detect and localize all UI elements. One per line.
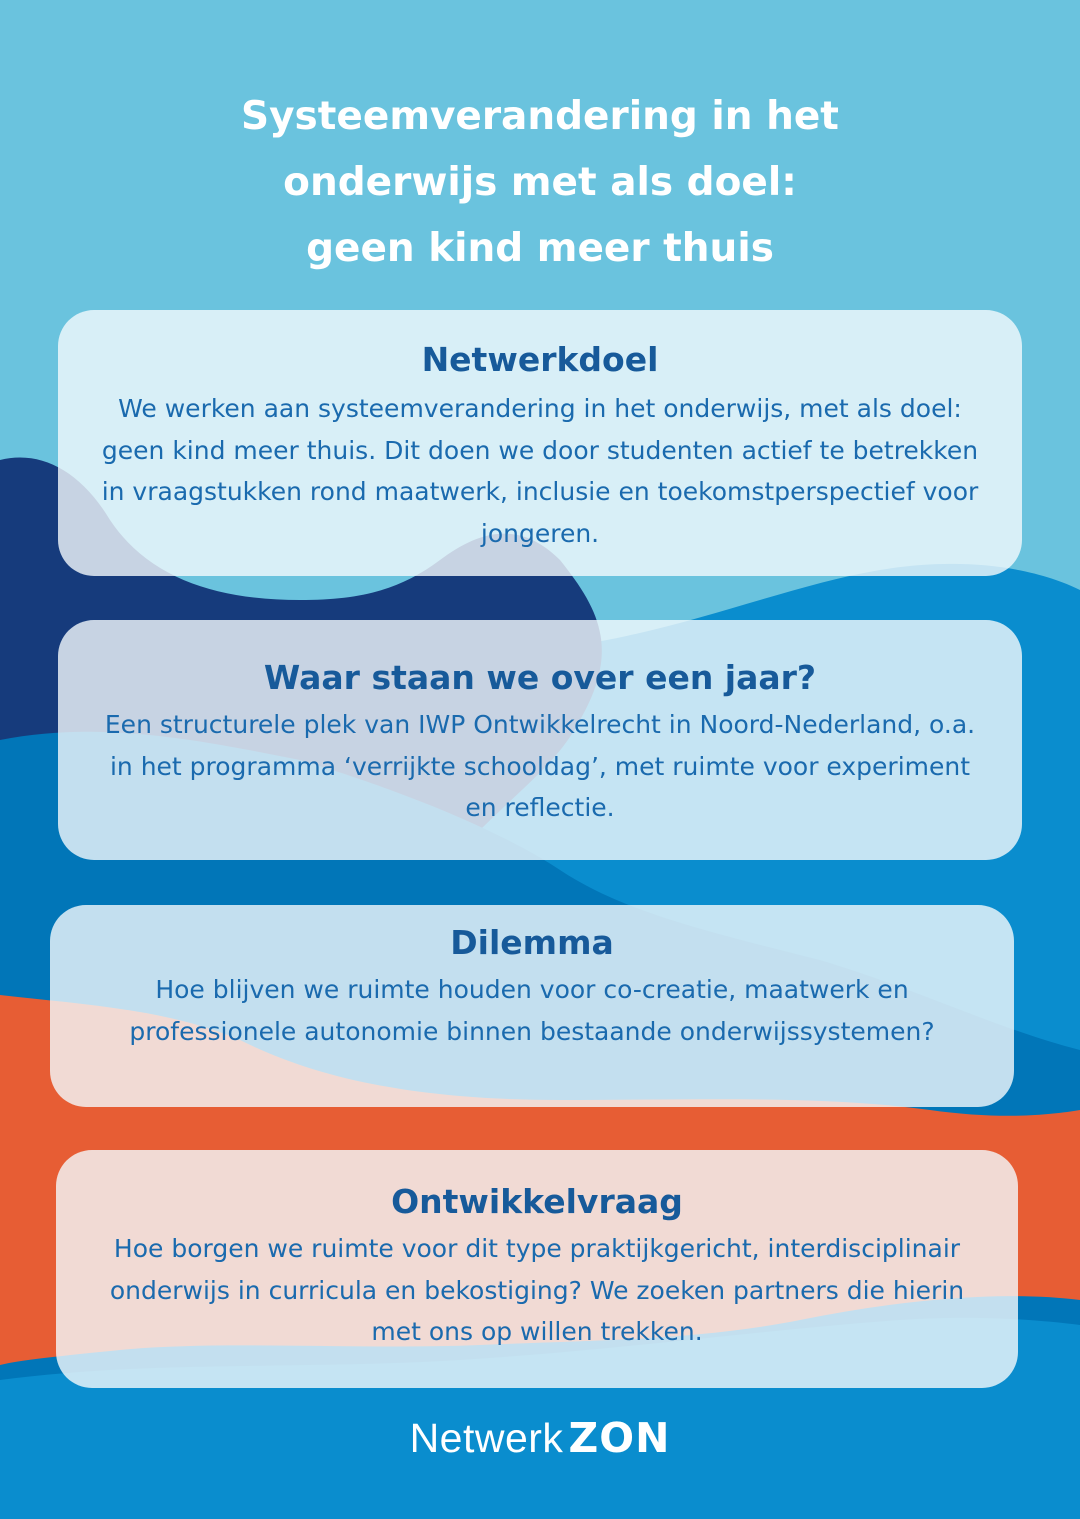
card-heading: Dilemma	[450, 923, 614, 962]
netwerk-zon-logo	[0, 1414, 1080, 1462]
card-heading: Netwerkdoel	[421, 340, 659, 379]
page-title	[0, 84, 1080, 282]
card-body: Hoe borgen we ruimte voor dit type praktijkgericht, interdisciplinair onderwijs in curricula en bekostiging? We zoeken partners die hierin met ons op willen trekken.	[109, 1234, 965, 1346]
logo-text-light: Netwerk	[409, 1415, 564, 1461]
card-body: Hoe blijven we ruimte houden voor co-creatie, maatwerk en professionele autonomie binnen bestaande onderwijssystemen?	[129, 975, 935, 1046]
card-body: We werken aan systeemverandering in het onderwijs, met als doel: geen kind meer thuis. Dit doen we door studenten actief te betrekken in vraagstukken rond maatwerk, inclusie en toekomstperspectief voor jongeren.	[101, 394, 979, 548]
title-line-3: geen kind meer thuis	[306, 226, 774, 271]
title-line-2: onderwijs met als doel:	[283, 160, 797, 205]
title-line-1: Systeemverandering in het	[241, 94, 839, 139]
logo-text-bold: ZON	[568, 1414, 671, 1462]
card-dilemma	[50, 905, 1014, 1107]
card-heading: Waar staan we over een jaar?	[263, 658, 817, 697]
card-netwerkdoel	[58, 310, 1022, 576]
card-ontwikkelvraag	[56, 1150, 1018, 1388]
card-body: Een structurele plek van IWP Ontwikkelrecht in Noord-Nederland, o.a. in het programma ‘verrijkte schooldag’, met ruimte voor experiment en reflectie.	[104, 710, 976, 822]
card-waar-staan-we	[58, 620, 1022, 860]
card-heading: Ontwikkelvraag	[391, 1182, 683, 1221]
